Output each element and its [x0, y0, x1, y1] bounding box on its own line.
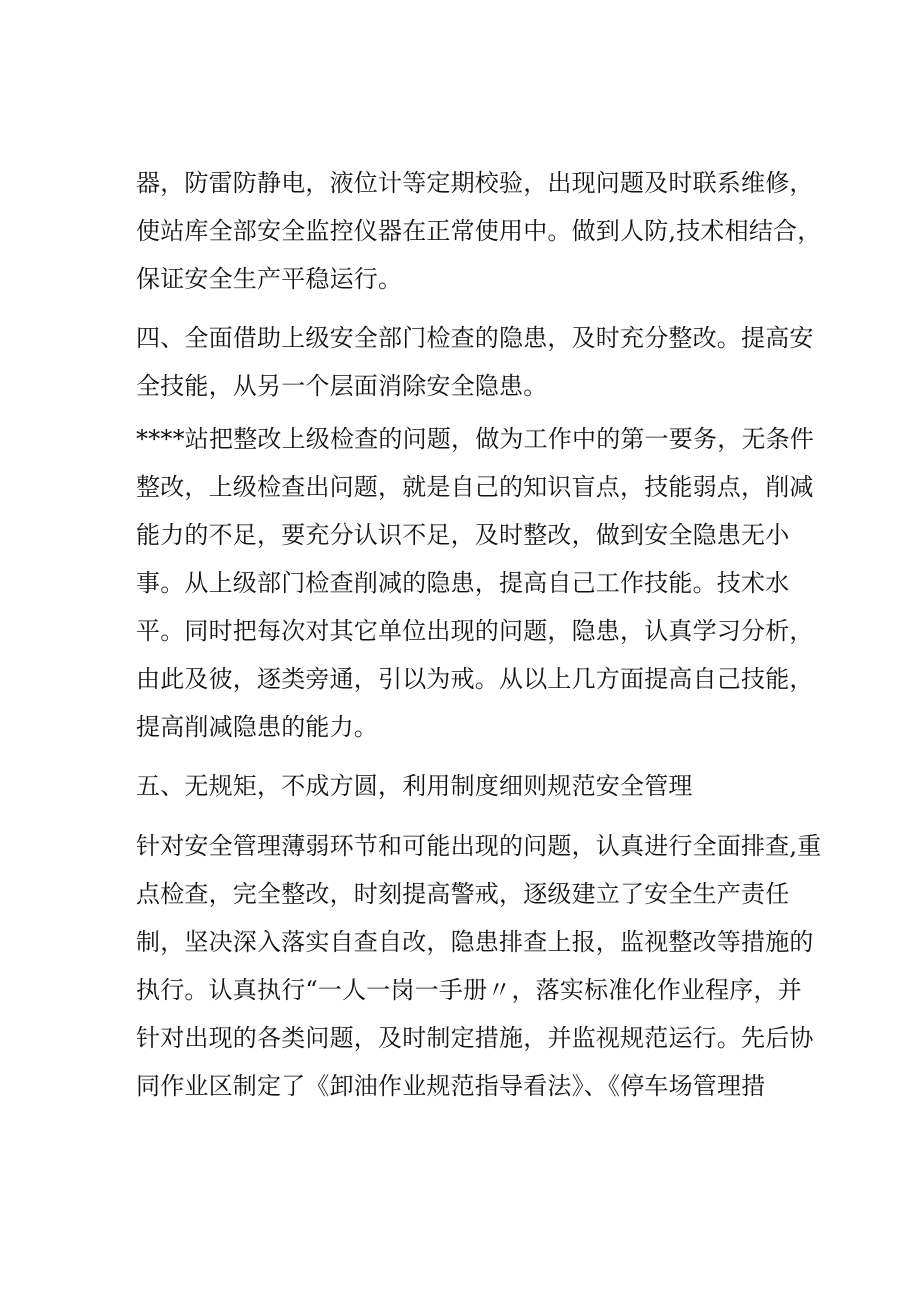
- paragraph-line: 事。从上级部门检查削减的隐患，提高自己工作技能。技术水: [136, 569, 790, 597]
- paragraph-line: 保证安全生产平稳运行。: [136, 265, 403, 293]
- paragraph-line: 由此及彼，逐类旁通，引以为戒。从以上几方面提高自己技能，: [136, 665, 814, 693]
- paragraph-line: 平。同时把每次对其它单位出现的问题，隐患，认真学习分析，: [136, 617, 814, 645]
- paragraph-line: 针对安全管理薄弱环节和可能出现的问题，认真进行全面排查,重: [136, 832, 822, 860]
- paragraph-line: 针对出现的各类问题，及时制定措施，并监视规范运行。先后协: [136, 1024, 814, 1052]
- paragraph-line: 整改，上级检查出问题，就是自己的知识盲点，技能弱点，削减: [136, 473, 814, 501]
- section-heading-line: 五、无规矩，不成方圆，利用制度细则规范安全管理: [136, 772, 693, 800]
- paragraph-line: 提高削减隐患的能力。: [136, 713, 378, 741]
- paragraph-line: 制，坚决深入落实自查自改，隐患排查上报，监视整改等措施的: [136, 928, 814, 956]
- section-heading-line: 四、全面借助上级安全部门检查的隐患，及时充分整改。提高安: [136, 324, 814, 352]
- paragraph-line: 能力的不足，要充分认识不足，及时整改，做到安全隐患无小: [136, 521, 790, 549]
- paragraph-line: 同作业区制定了《卸油作业规范指导看法》、《停车场管理措: [136, 1072, 766, 1100]
- section-heading-line: 全技能，从另一个层面消除安全隐患。: [136, 372, 548, 400]
- paragraph-line: 器，防雷防静电，液位计等定期校验，出现问题及时联系维修，: [136, 169, 814, 197]
- paragraph-line: ****站把整改上级检查的问题，做为工作中的第一要务，无条件: [136, 425, 814, 453]
- paragraph-line: 使站库全部安全监控仪器在正常使用中。做到人防,技术相结合，: [136, 217, 822, 245]
- paragraph-line: 点检查，完全整改，时刻提高警戒，逐级建立了安全生产责任: [136, 880, 790, 908]
- paragraph-line: 执行。认真执行“一人一岗一手册〃，落实标准化作业程序，并: [136, 976, 802, 1004]
